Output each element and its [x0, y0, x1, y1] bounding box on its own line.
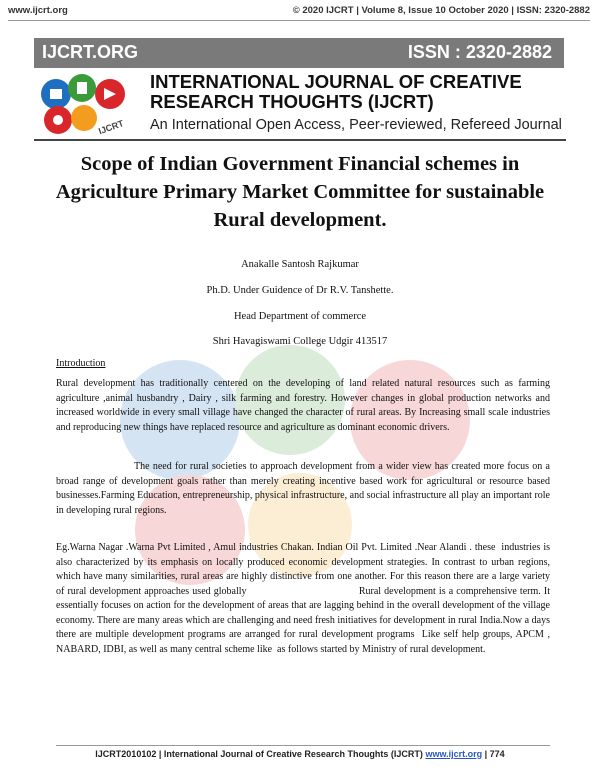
- author-guidance: Ph.D. Under Guidence of Dr R.V. Tanshette.: [206, 285, 394, 296]
- paper-title: [30, 150, 570, 234]
- paragraph-2: The need for rural societies to approach development from a wider view has created more focus on a broad range of development goals rather than merely creating incentive based work for agricultural or resource based businesses.Farming Education, entrepreneurship, physical infrastructure, and social infrastructure all play an important role in developing rural regions.: [56, 461, 550, 516]
- author-name: Anakalle Santosh Rajkumar: [241, 259, 359, 270]
- page-header: [8, 5, 590, 19]
- paragraph-1: Rural development has traditionally centered on the developing of land related natural resources such as farming agriculture ,animal husbandry , Dairy , silk farming and forestry. However changes in global production networks and increased worldwide in every small village have changed the character of rural areas. By Increasing small scale industries and reproducing new things have replaced resource and agriculture as dominant economic drivers.: [56, 378, 550, 433]
- footer-page-number: 774: [489, 749, 505, 759]
- issue-info: © 2020 IJCRT | Volume 8, Issue 10 October 2020 | ISSN: 2320-2882: [292, 5, 590, 16]
- author-college: Shri Havagiswami College Udgir 413517: [212, 336, 388, 347]
- journal-title-line-1: INTERNATIONAL JOURNAL OF CREATIVE: [150, 71, 522, 92]
- paper-title-line-1: Scope of Indian Government Financial schemes in: [80, 153, 520, 175]
- logo-text: IJCRT: [97, 118, 125, 137]
- masthead-divider: [34, 139, 566, 141]
- footer-paper-id: IJCRT2010102: [95, 749, 157, 759]
- journal-subtitle: An International Open Access, Peer-reviewed, Refereed Journal: [150, 117, 562, 133]
- journal-title: [150, 72, 570, 112]
- page-footer: IJCRT2010102 | International Journal of Creative Research Thoughts (IJCRT) www.ijcrt.org | 774: [95, 749, 505, 759]
- section-heading-introduction: Introduction: [56, 358, 106, 369]
- banner-issn: ISSN : 2320-2882: [407, 42, 552, 62]
- ijcrt-logo-icon: [36, 72, 136, 138]
- header-divider: [8, 20, 590, 21]
- journal-banner: [34, 38, 564, 68]
- footer-journal: International Journal of Creative Research Thoughts (IJCRT): [163, 749, 423, 759]
- footer-url[interactable]: www.ijcrt.org: [425, 749, 483, 759]
- journal-title-line-2: RESEARCH THOUGHTS (IJCRT): [150, 91, 434, 112]
- banner-site: IJCRT.ORG: [42, 42, 139, 62]
- footer-divider: [56, 745, 550, 746]
- paragraph-3: Eg.Warna Nagar .Warna Pvt Limited , Amul industries Chakan. Indian Oil Pvt. Limited .Near Alandi . these industries is also characterized by its emphasis on locally produced economic development strategies. In contrast to urban regions, which have many similarities, rural areas are highly distinctive from one another. For this reason there are a large variety of rural development approaches used globally Rural development is a comprehensive term. It essentially focuses on action for the development of areas that are lagging behind in the overall development of the village economy. There are many areas which are challenging and need fresh initiatives for development in rural India.Now a days there are multiple development programs are arranged for rural development programs Like self help groups, APCM , NABARD, IDBI, as well as many central scheme like as follows started by Ministry of rural development.: [56, 542, 553, 655]
- paper-title-line-2: Agriculture Primary Market Committee for sustainable: [55, 181, 545, 203]
- paper-title-line-3: Rural development.: [213, 209, 387, 231]
- author-department: Head Department of commerce: [233, 311, 367, 322]
- site-url[interactable]: www.ijcrt.org: [8, 5, 68, 16]
